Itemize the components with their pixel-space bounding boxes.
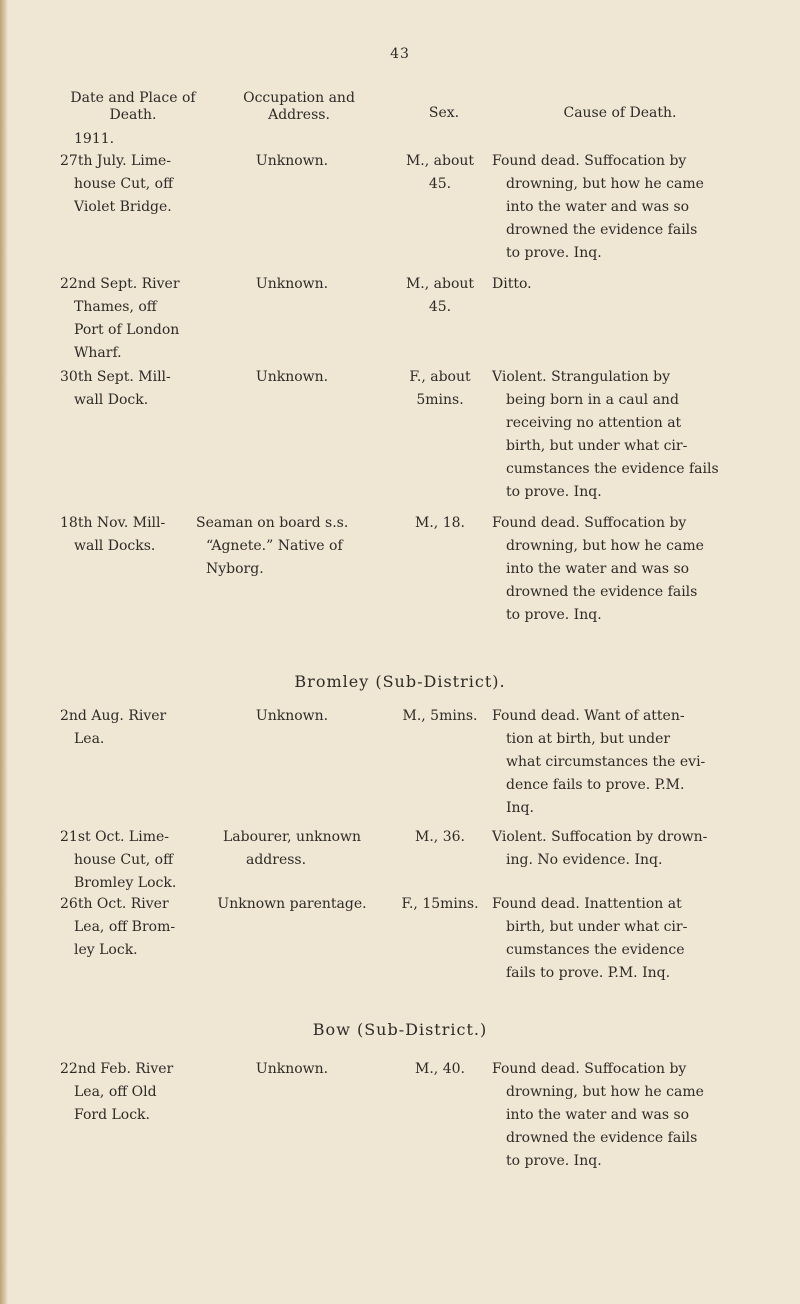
year-label: 1911. <box>74 131 115 147</box>
date-place-cell: 27th July. Lime- house Cut, off Violet Bridge. <box>60 153 174 215</box>
cause-cell: Found dead. Suffocation by drowning, but how he came into the water and was so drowned the evidence fails to prove. Inq. <box>492 153 704 261</box>
sex-cell: M., about 45. <box>405 276 475 315</box>
occupation-cell: Unknown. <box>255 153 329 169</box>
date-place-cell: 21st Oct. Lime- house Cut, off Bromley Lock. <box>60 829 177 891</box>
date-place-cell: 22nd Feb. River Lea, off Old Ford Lock. <box>60 1061 174 1123</box>
occupation-cell: Seaman on board s.s. “Agnete.” Native of Nyborg. <box>196 515 349 577</box>
occupation-cell: Labourer, unknown address. <box>222 829 362 868</box>
cause-cell: Found dead. Inattention at birth, but under what cir- cumstances the evidence fails to prove. P.M. Inq. <box>492 896 688 981</box>
header-sex: Sex. <box>428 105 460 121</box>
occupation-cell: Unknown. <box>255 369 329 385</box>
occupation-cell: Unknown. <box>255 708 329 724</box>
sex-cell: F., 15mins. <box>401 896 479 912</box>
header-occupation: Occupation and Address. <box>243 90 355 123</box>
section-title-bromley: Bromley (Sub-District). <box>294 672 506 691</box>
cause-cell: Found dead. Suffocation by drowning, but how he came into the water and was so drowned the evidence fails to prove. Inq. <box>492 515 704 623</box>
date-place-cell: 2nd Aug. River Lea. <box>60 708 167 747</box>
page-number: 43 <box>390 46 410 62</box>
sex-cell: M., 40. <box>415 1061 465 1077</box>
sex-cell: M., about 45. <box>405 153 475 192</box>
header-date-place: Date and Place of Death. <box>70 90 196 123</box>
cause-cell: Ditto. <box>492 276 532 292</box>
date-place-cell: 18th Nov. Mill- wall Docks. <box>60 515 166 554</box>
cause-cell: Found dead. Suffocation by drowning, but how he came into the water and was so drowned the evidence fails to prove. Inq. <box>492 1061 704 1169</box>
cause-cell: Violent. Strangulation by being born in a caul and receiving no attention at birth, but under what cir- cumstances the evidence fails to prove. Inq. <box>492 369 719 500</box>
occupation-cell: Unknown parentage. <box>217 896 367 912</box>
cause-cell: Found dead. Want of atten- tion at birth, but under what circumstances the evi- dence fails to prove. P.M. Inq. <box>492 708 706 816</box>
date-place-cell: 30th Sept. Mill- wall Dock. <box>60 369 171 408</box>
sex-cell: M., 18. <box>415 515 465 531</box>
date-place-cell: 22nd Sept. River Thames, off Port of London Wharf. <box>60 276 180 361</box>
sex-cell: M., 36. <box>415 829 465 845</box>
occupation-cell: Unknown. <box>255 276 329 292</box>
section-title-bow: Bow (Sub-District.) <box>312 1020 488 1039</box>
sex-cell: M., 5mins. <box>402 708 478 724</box>
sex-cell: F., about 5mins. <box>409 369 471 408</box>
header-cause: Cause of Death. <box>563 105 677 121</box>
occupation-cell: Unknown. <box>255 1061 329 1077</box>
page-spine-shadow <box>0 0 8 1304</box>
date-place-cell: 26th Oct. River Lea, off Brom- ley Lock. <box>60 896 176 958</box>
cause-cell: Violent. Suffocation by drown- ing. No evidence. Inq. <box>492 829 708 868</box>
